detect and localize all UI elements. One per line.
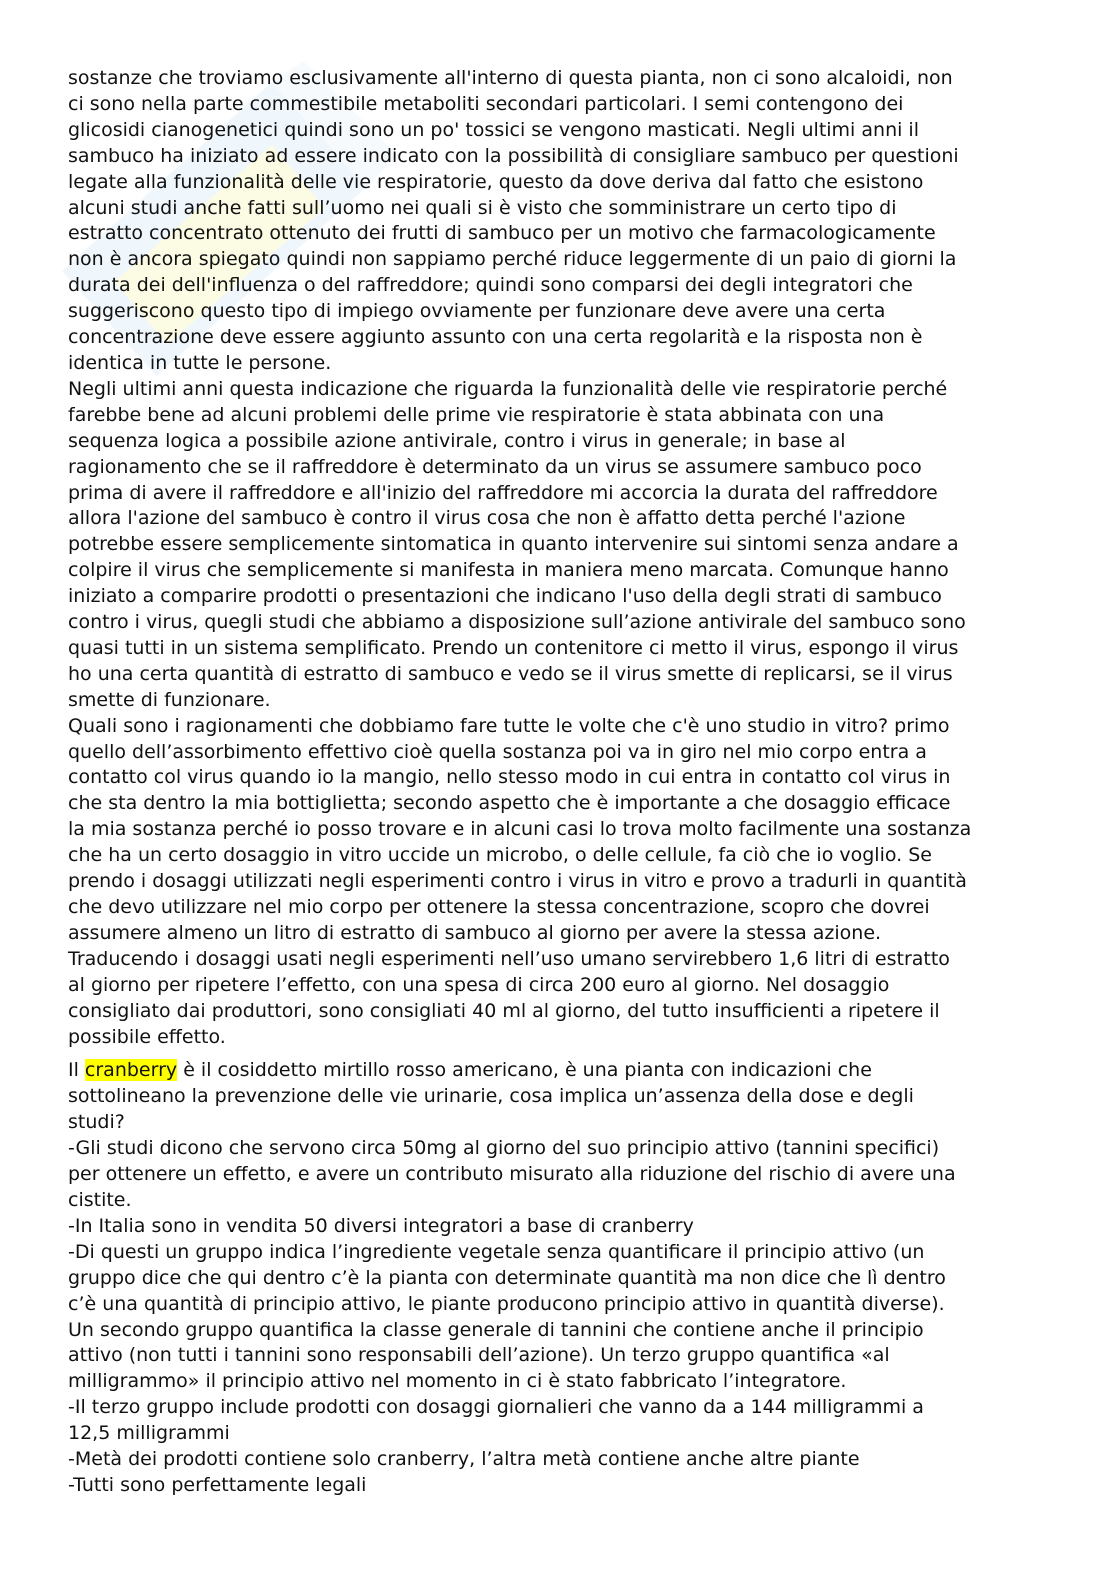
paragraph-in-vitro-dosage: Quali sono i ragionamenti che dobbiamo fare tutte le volte che c'è uno studio in vitro? primo quello dell’assorbimento effettivo cioè quella sostanza poi va in giro nel mio corpo entra a contatto col virus quando io la mangio, nello stesso modo in cui entra in contatto col virus in che sta dentro la mia bottiglietta; secondo aspetto che è importante a che dosaggio efficace la mia sostanza perché io posso trovare e in alcuni casi lo trova molto facilmente una sostanza che ha un certo dosaggio in vitro uccide un microbo, o delle cellule, fa ciò che io voglio. Se prendo i dosaggi utilizzati negli esperimenti contro i virus in vitro e provo a tradurli in quantità che devo utilizzare nel mio corpo per ottenere la stessa concentrazione, scopro che dovrei assumere almeno un litro di estratto di sambuco al giorno per avere la stessa azione. Traducendo i dosaggi usati negli esperimenti nell’uso umano servirebbero 1,6 litri di estratto al giorno per ripetere l’effetto, con una spesa di circa 200 euro al giorno. Nel dosaggio consigliato dai produttori, sono consigliati 40 ml al giorno, del tutto insufficienti a ripetere il possibile effetto.: [68, 714, 972, 1048]
paragraph-gap: [68, 1050, 1058, 1058]
cranberry-point-dosage: -Il terzo gruppo include prodotti con dosaggi giornalieri che vanno da a 144 milligrammi a 12,5 milligrammi: [68, 1396, 924, 1445]
cranberry-point-legal: -Tutti sono perfettamente legali: [68, 1473, 367, 1496]
cranberry-highlight: cranberry: [84, 1059, 178, 1082]
paragraph-elderberry-intro: sostanze che troviamo esclusivamente all'interno di questa pianta, non ci sono alcaloidi, non ci sono nella parte commestibile metaboliti secondari particolari. I semi contengono dei glicosidi cianogenetici quindi sono un po' tossici se vengono masticati. Negli ultimi anni il sambuco ha iniziato ad essere indicato con la possibilità di consigliare sambuco per questioni legate alla funzionalità delle vie respiratorie, questo da dove deriva dal fatto che esistono alcuni studi anche fatti sull’uomo nei quali si è visto che somministrare un certo tipo di estratto concentrato ottenuto dei frutti di sambuco per un motivo che farmacologicamente non è ancora spiegato quindi non sappiamo perché riduce leggermente di un paio di giorni la durata dei dell'influenza o del raffreddore; quindi sono comparsi dei degli integratori che suggeriscono questo tipo di impiego ovviamente per funzionare deve avere una certa concentrazione deve essere aggiunto assunto con una certa regolarità e la risposta non è identica in tutte le persone.: [68, 67, 959, 374]
cranberry-point-studies: -Gli studi dicono che servono circa 50mg al giorno del suo principio attivo (tannini specifici) per ottenere un effetto, e avere un contributo misurato alla riduzione del rischio di avere una cistite.: [68, 1137, 956, 1211]
paragraph-antiviral-reasoning: Negli ultimi anni questa indicazione che riguarda la funzionalità delle vie respiratorie perché farebbe bene ad alcuni problemi delle prime vie respiratorie è stata abbinata con una sequenza logica a possibile azione antivirale, contro i virus in generale; in base al ragionamento che se il raffreddore è determinato da un virus se assumere sambuco poco prima di avere il raffreddore e all'inizio del raffreddore mi accorcia la durata del raffreddore allora l'azione del sambuco è contro il virus cosa che non è affatto detta perché l'azione potrebbe essere semplicemente sintomatica in quanto intervenire sui sintomi senza andare a colpire il virus che semplicemente si manifesta in maniera meno marcata. Comunque hanno iniziato a comparire prodotti o presentazioni che indicano l'uso della degli strati di sambuco contro i virus, quegli studi che abbiamo a disposizione sull’azione antivirale del sambuco sono quasi tutti in un sistema semplificato. Prendo un contenitore ci metto il virus, espongo il virus ho una certa quantità di estratto di sambuco e vedo se il virus smette di replicarsi, se il virus smette di funzionare.: [68, 377, 966, 711]
cranberry-point-composition: -Metà dei prodotti contiene solo cranberry, l’altra metà contiene anche altre piante: [68, 1448, 860, 1471]
paragraph-cranberry-intro: [68, 1058, 1058, 1136]
cranberry-point-market: -In Italia sono in vendita 50 diversi integratori a base di cranberry: [68, 1214, 694, 1237]
cranberry-intro-rest: è il cosiddetto mirtillo rosso americano, è una pianta con indicazioni che sottolineano la prevenzione delle vie urinarie, cosa implica un’assenza della dose e degli studi?: [68, 1059, 914, 1134]
document-body: [68, 66, 1058, 1499]
cranberry-intro-prefix: Il: [68, 1059, 85, 1082]
cranberry-point-groups: -Di questi un gruppo indica l’ingrediente vegetale senza quantificare il principio attivo (un gruppo dice che qui dentro c’è la pianta con determinate quantità ma non dice che lì dentro c’è una quantità di principio attivo, le piante producono principio attivo in quantità diverse). Un secondo gruppo quantifica la classe generale di tannini che contiene anche il principio attivo (non tutti i tannini sono responsabili dell’azione). Un terzo gruppo quantifica «al milligrammo» il principio attivo nel momento in ci è stato fabbricato l’integratore.: [68, 1240, 946, 1393]
